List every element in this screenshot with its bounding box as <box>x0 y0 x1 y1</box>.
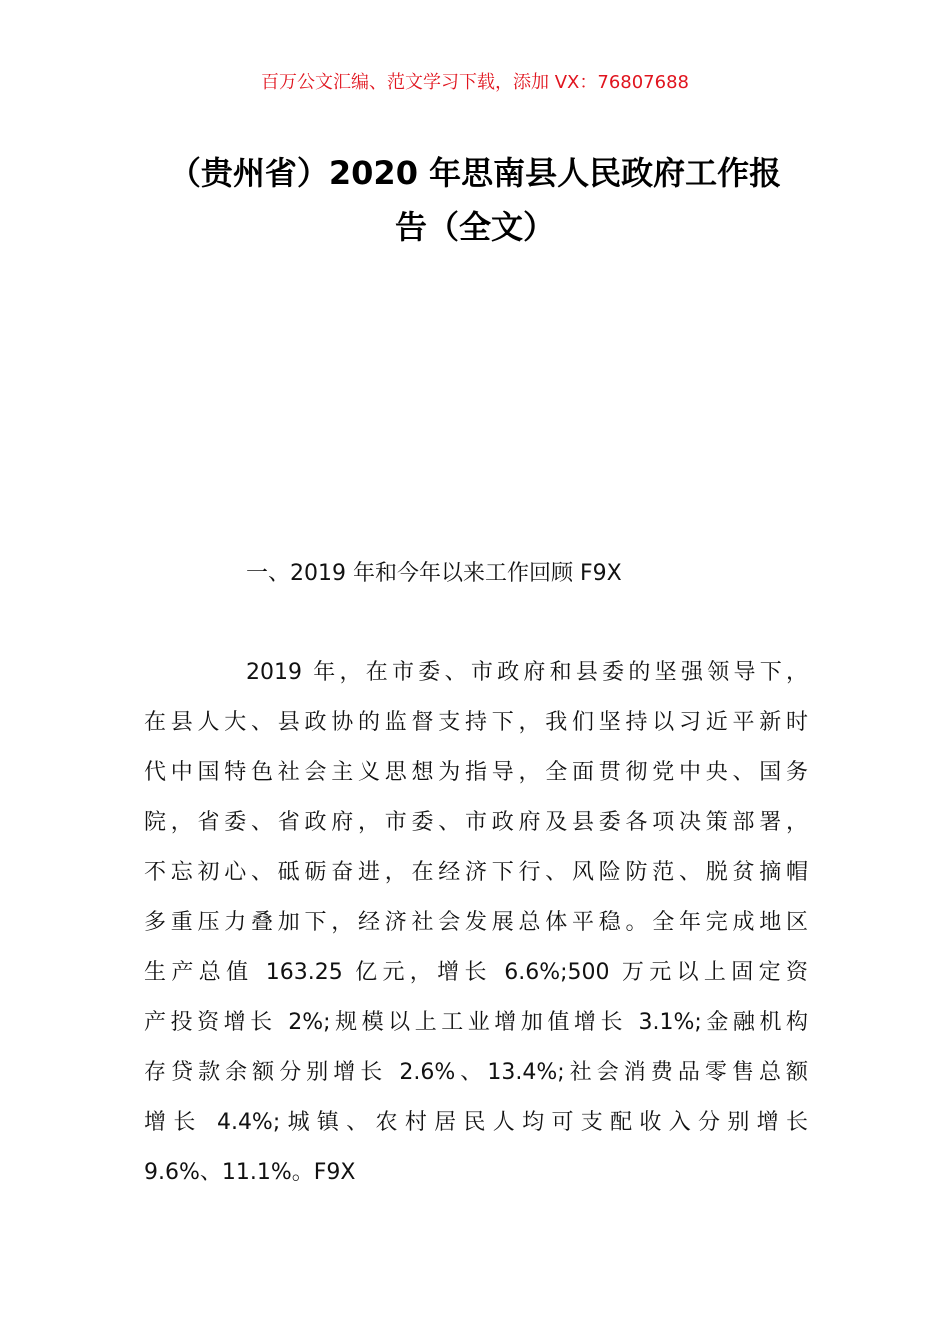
watermark-header-note: 百万公文汇编、范文学习下载，添加 VX：76807688 <box>261 72 689 93</box>
paragraph-line: 生产总值 163.25 亿元，增长 6.6%;500 万元以上固定资 <box>144 960 808 985</box>
body-paragraph <box>144 648 808 1198</box>
document-title <box>130 146 820 254</box>
paragraph-line: 多重压力叠加下，经济社会发展总体平稳。全年完成地区 <box>144 910 808 935</box>
document-title-line-1: （贵州省）2020 年思南县人民政府工作报 <box>168 154 782 192</box>
paragraph-line: 产投资增长 2%;规模以上工业增加值增长 3.1%;金融机构 <box>144 1010 808 1035</box>
paragraph-line: 不忘初心、砥砺奋进，在经济下行、风险防范、脱贫摘帽 <box>144 860 808 885</box>
paragraph-line: 2019 年，在市委、市政府和县委的坚强领导下， <box>246 660 808 685</box>
paragraph-line: 增长 4.4%;城镇、农村居民人均可支配收入分别增长 <box>144 1110 808 1135</box>
paragraph-line: 代中国特色社会主义思想为指导，全面贯彻党中央、国务 <box>144 760 808 785</box>
paragraph-line: 院，省委、省政府，市委、市政府及县委各项决策部署， <box>144 810 808 835</box>
document-title-line-2: 告（全文） <box>394 208 555 246</box>
paragraph-line: 9.6%、11.1%。F9X <box>144 1160 356 1185</box>
paragraph-line: 在县人大、县政协的监督支持下，我们坚持以习近平新时 <box>144 710 808 735</box>
section-heading: 一、2019 年和今年以来工作回顾 F9X <box>246 561 622 586</box>
paragraph-line: 存贷款余额分别增长 2.6%、13.4%;社会消费品零售总额 <box>144 1060 808 1085</box>
